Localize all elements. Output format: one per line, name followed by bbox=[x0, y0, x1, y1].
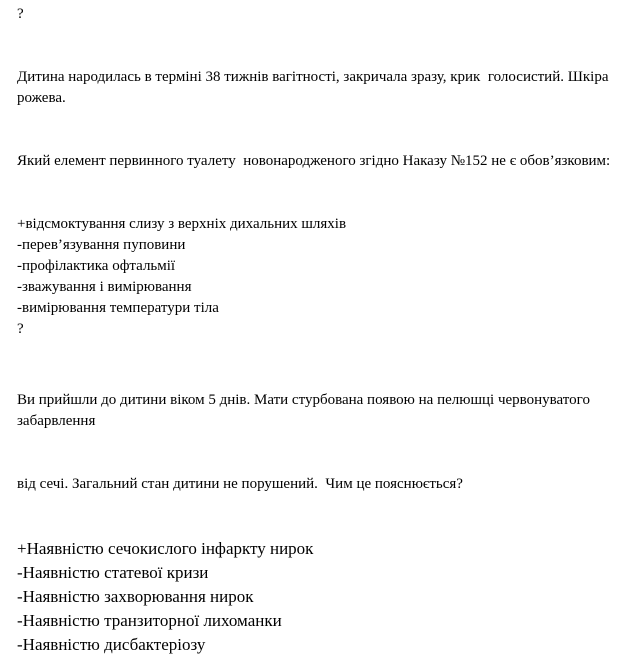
question-text bbox=[17, 348, 628, 537]
question-block-1 bbox=[17, 4, 628, 319]
answer-option-correct: +відсмоктування слизу з верхніх дихальних шляхів bbox=[17, 216, 347, 232]
answer-option: -вимірювання температури тіла bbox=[17, 300, 219, 316]
answer-option: -зважування і вимірювання bbox=[17, 279, 192, 295]
question-text-line: Ви прийшли до дитини віком 5 днів. Мати стурбована появою на пелюшці червонуватого забарвлення bbox=[17, 392, 594, 429]
answer-option: -перев’язування пуповини bbox=[17, 237, 186, 253]
question-marker: ? bbox=[17, 321, 24, 337]
answer-option: -Наявністю дисбактеріозу bbox=[17, 635, 206, 654]
answer-option-correct: +Наявністю сечокислого інфаркту нирок bbox=[17, 539, 314, 558]
answer-option: -Наявністю захворювання нирок bbox=[17, 587, 254, 606]
question-text-line: Дитина народилась в терміні 38 тижнів вагітності, закричала зразу, крик голосистий. Шкіра рожева. bbox=[17, 69, 613, 106]
question-marker: ? bbox=[17, 6, 24, 22]
question-block-2 bbox=[17, 319, 628, 657]
answer-option: -Наявністю статевої кризи bbox=[17, 563, 209, 582]
question-text-line: від сечі. Загальний стан дитини не порушений. Чим це пояснюється? bbox=[17, 476, 463, 492]
answer-option: -Наявністю транзиторної лихоманки bbox=[17, 611, 282, 630]
answer-option: -профілактика офтальмії bbox=[17, 258, 176, 274]
question-text bbox=[17, 25, 628, 214]
question-text-line: Який елемент первинного туалету новонародженого згідно Наказу №152 не є обов’язковим: bbox=[17, 153, 611, 169]
